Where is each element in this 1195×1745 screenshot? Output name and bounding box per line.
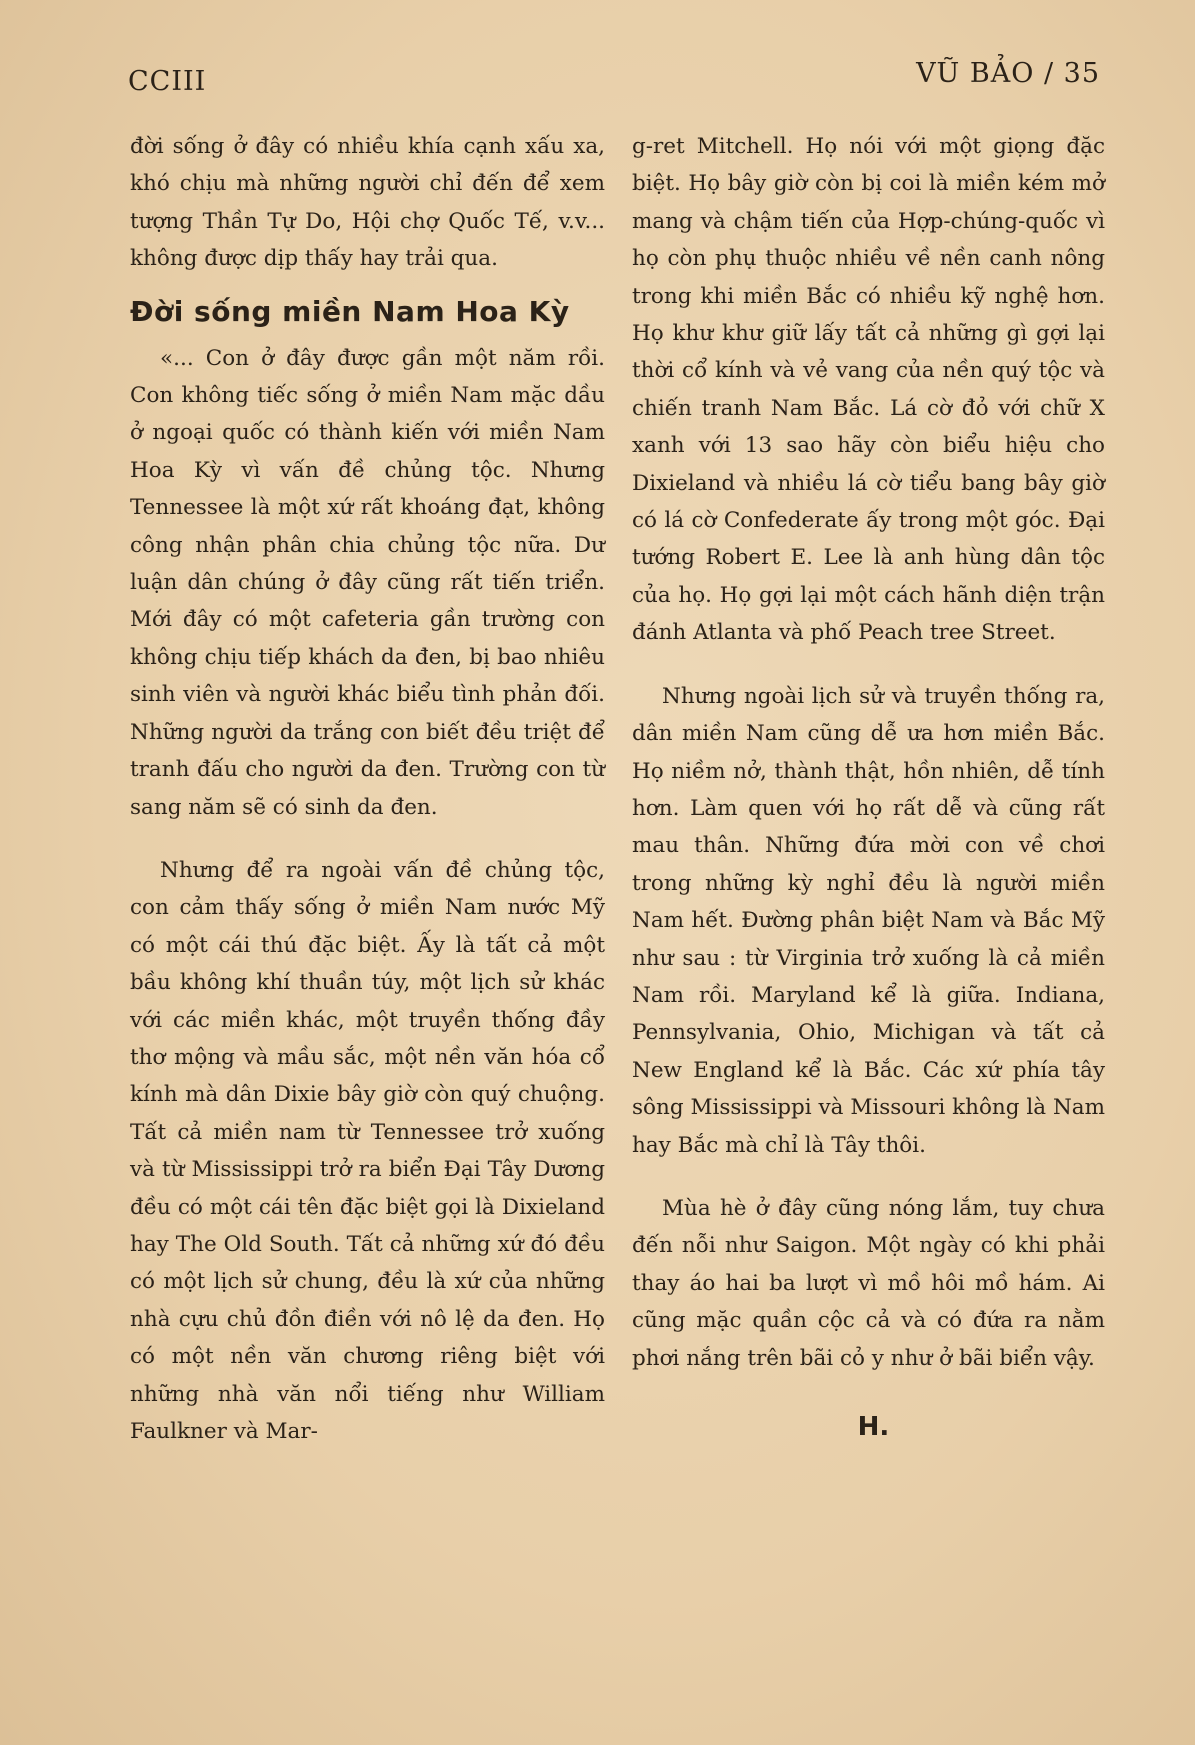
issue-number: CCIII	[128, 66, 207, 97]
section-heading: Đời sống miền Nam Hoa Kỳ	[130, 294, 570, 328]
paragraph: g-ret Mitchell. Họ nói với một giọng đặc biệt. Họ bây giờ còn bị coi là miền kém mở mang và chậm tiến của Hợp-chúng-quốc vì họ còn phụ thuộc nhiều về nền canh nông trong khi miền Bắc có nhiều kỹ nghệ hơn. Họ khư khư giữ lấy tất cả những gì gợi lại thời cổ kính và vẻ vang của nền quý tộc và chiến tranh Nam Bắc. Lá cờ đỏ với chữ X xanh với 13 sao hãy còn biểu hiệu cho Dixieland và nhiều lá cờ tiểu bang bây giờ có lá cờ Confederate ấy trong một góc. Đại tướng Robert E. Lee là anh hùng dân tộc của họ. Họ gợi lại một cách hãnh diện trận đánh Atlanta và phố Peach tree Street.	[632, 134, 1105, 646]
left-column	[130, 128, 605, 1450]
right-column	[632, 128, 1105, 1446]
paragraph: Nhưng để ra ngoài vấn đề chủng tộc, con cảm thấy sống ở miền Nam nước Mỹ có một cái thú đặc biệt. Ấy là tất cả một bầu không khí thuần túy, một lịch sử khác với các miền khác, một truyền thống đầy thơ mộng và mầu sắc, một nền văn hóa cổ kính mà dân Dixie bây giờ còn quý chuộng. Tất cả miền nam từ Tennessee trở xuống và từ Mississippi trở ra biển Đại Tây Dương đều có một cái tên đặc biệt gọi là Dixieland hay The Old South. Tất cả những xứ đó đều có một lịch sử chung, đều là xứ của những nhà cựu chủ đồn điền với nô lệ da đen. Họ có một nền văn chương riêng biệt với những nhà văn nổi tiếng như William Faulkner và Mar-	[130, 857, 605, 1444]
paragraph: Nhưng ngoài lịch sử và truyền thống ra, dân miền Nam cũng dễ ưa hơn miền Bắc. Họ niềm nở, thành thật, hồn nhiên, dễ tính hơn. Làm quen với họ rất dễ và cũng rất mau thân. Những đứa mời con về chơi trong những kỳ nghỉ đều là người miền Nam hết. Đường phân biệt Nam và Bắc Mỹ như sau : từ Virginia trở xuống là cả miền Nam rồi. Maryland kể là giữa. Indiana, Pennsylvania, Ohio, Michigan và tất cả New England kể là Bắc. Các xứ phía tây sông Mississippi và Missouri không là Nam hay Bắc mà chỉ là Tây thôi.	[632, 683, 1105, 1158]
page-header	[128, 58, 1100, 98]
paragraph: «... Con ở đây được gần một năm rồi. Con không tiếc sống ở miền Nam mặc dầu ở ngoại quốc có thành kiến với miền Nam Hoa Kỳ vì vấn đề chủng tộc. Nhưng Tennessee là một xứ rất khoáng đạt, không công nhận phân chia chủng tộc nữa. Dư luận dân chúng ở đây cũng rất tiến triển. Mới đây có một cafeteria gần trường con không chịu tiếp khách da đen, bị bao nhiêu sinh viên và người khác biểu tình phản đối. Những người da trắng con biết đều triệt để tranh đấu cho người da đen. Trường con từ sang năm sẽ có sinh da đen.	[130, 345, 605, 820]
author-signature: H.	[857, 1412, 890, 1442]
paragraph: đời sống ở đây có nhiều khía cạnh xấu xa, khó chịu mà những người chỉ đến để xem tượng Thần Tự Do, Hội chợ Quốc Tế, v.v... không được dịp thấy hay trải qua.	[130, 134, 605, 272]
author-page-number: VŨ BẢO / 35	[916, 58, 1100, 89]
paragraph: Mùa hè ở đây cũng nóng lắm, tuy chưa đến nỗi như Saigon. Một ngày có khi phải thay áo hai ba lượt vì mồ hôi mồ hám. Ai cũng mặc quần cộc cả và có đứa ra nằm phơi nắng trên bãi cỏ y như ở bãi biển vậy.	[632, 1195, 1105, 1371]
